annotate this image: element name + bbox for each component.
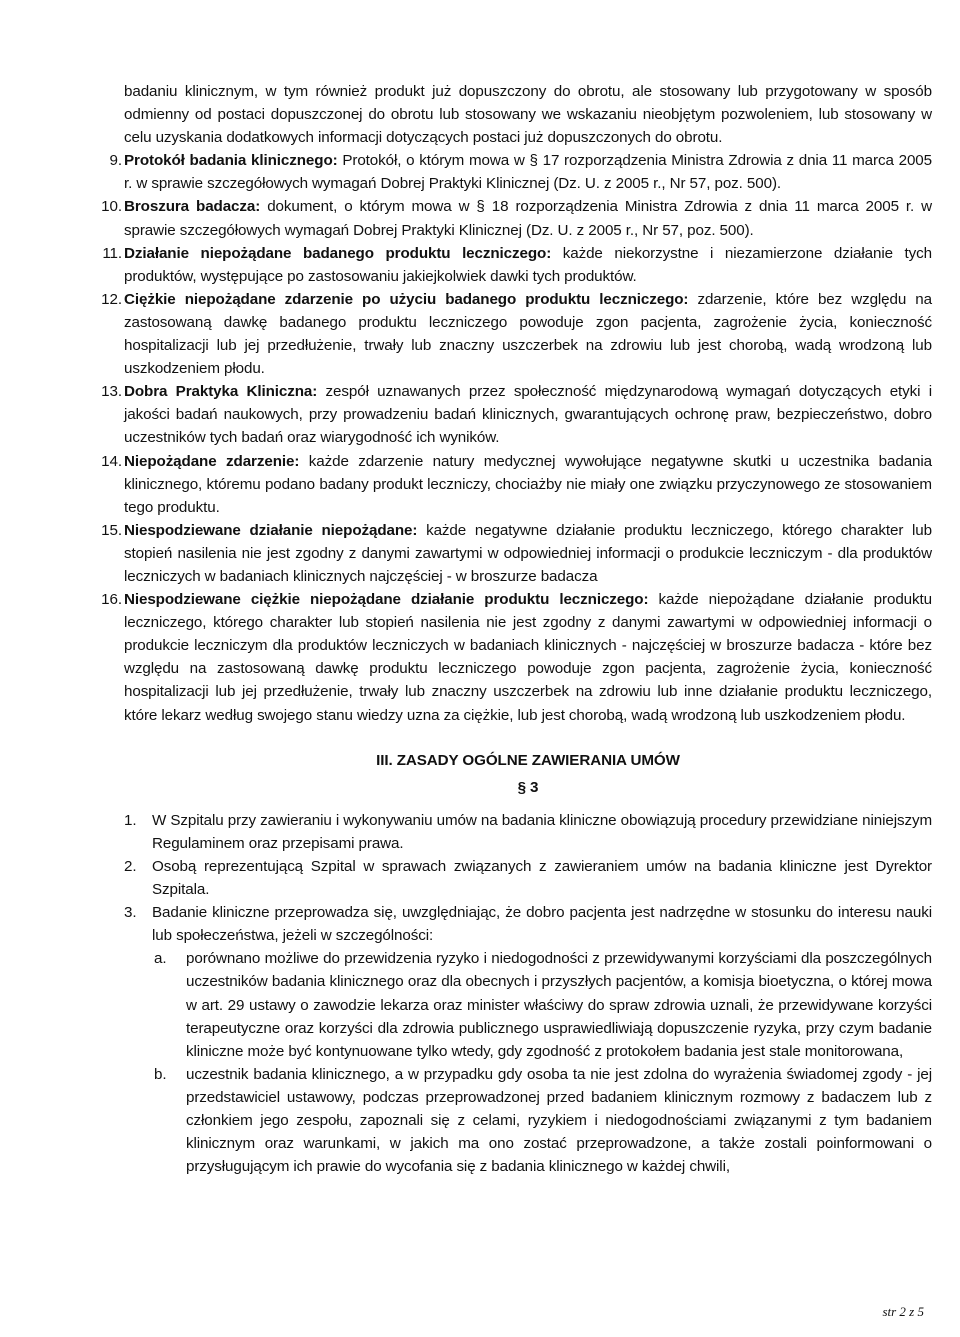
definition-item — [101, 288, 932, 380]
section-heading: III. ZASADY OGÓLNE ZAWIERANIA UMÓW — [376, 751, 680, 769]
point-number: 1. — [124, 811, 137, 829]
paragraph-sign: § 3 — [517, 778, 539, 796]
subpoint-text: porównano możliwe do przewidzenia ryzyko i niedogodności z przewidywanymi korzyściami dla poszczególnych uczestników badania klinicznego oraz dla obecnych i przyszłych pacjentów, a komisja bioetyczna, o której mowa w art. 29 ustawy o zawodzie lekarza oraz minister właściwy do spraw zdrowia uznali, że przewidywane korzyści terapeutyczne oraz korzyści dla zdrowia publicznego usprawiedliwiają dopuszczenie ryzyka, przy czym badanie kliniczne może być kontynuowane tylko wtedy, gdy zgodność z protokołem badania jest stale monitorowana, — [186, 950, 932, 1060]
definition-number: 13. — [101, 383, 122, 401]
definition-term: Niespodziewane ciężkie niepożądane działanie produktu leczniczego: — [124, 591, 649, 609]
definition-term: Dobra Praktyka Kliniczna: — [124, 383, 318, 401]
definition-item — [101, 450, 933, 519]
definition-item — [101, 195, 932, 241]
definition-term: Protokół badania klinicznego: — [124, 152, 338, 170]
definition-item — [109, 149, 932, 195]
point-number: 3. — [124, 904, 137, 922]
lettered-subpoint — [124, 947, 932, 1062]
definition-number: 16. — [101, 591, 122, 609]
definition-item — [101, 519, 932, 588]
point-text: Badanie kliniczne przeprowadza się, uwzględniając, że dobro pacjenta jest nadrzędne w stosunku do interesu nauki lub społeczeństwa, jeżeli w szczególności: — [152, 904, 932, 945]
definition-text: każde zdarzenie natury medycznej wywołujące negatywne skutki u uczestnika badania klinicznego, któremu podano badany produkt leczniczy, chociażby nie miały one związku przyczynowego ze stosowaniem tego produktu. — [124, 452, 933, 516]
definition-text: każde negatywne działanie produktu leczniczego, którego charakter lub stopień nasilenia nie jest zgodny z danymi zawartymi w odpowiedniej informacji o produkcie leczniczym - dla produktów leczniczych w badaniach klinicznych najczęściej - w broszurze badacza — [124, 521, 932, 585]
subpoints-list — [124, 947, 932, 1178]
definition-text: każde niepożądane działanie produktu leczniczego, którego charakter lub stopień nasilenia nie jest zgodny z danymi zawartymi w odpowiedniej informacji o produkcie leczniczym dla produktów leczniczych w badaniach klinicznych - najczęściej w broszurze badacza - które bez względu na zastosowaną dawkę produktu leczniczego powoduje zgon pacjenta, zagrożenie życia, konieczność hospitalizacji lub jej przedłużenie, trwały lub znaczny uszczerbek na zdrowiu lub inne działanie produktu leczniczego, które lekarz według swojego stanu wiedzy uzna za ciężkie, lub jest chorobą, wadą wrodzoną lub uszkodzeniem płodu. — [124, 591, 932, 724]
definition-item — [101, 588, 932, 727]
point-text: W Szpitalu przy zawieraniu i wykonywaniu umów na badania kliniczne obowiązują procedury przewidziane niniejszym Regulaminem oraz przepisami prawa. — [152, 811, 932, 852]
points-list — [124, 809, 932, 948]
definition-number: 11. — [102, 244, 122, 262]
numbered-point — [124, 809, 932, 855]
definition-number: 10. — [101, 198, 122, 216]
definition-number: 12. — [101, 290, 122, 308]
lettered-subpoint — [124, 1063, 932, 1178]
subpoint-text: uczestnik badania klinicznego, a w przypadku gdy osoba ta nie jest zdolna do wyrażenia świadomej zgody - jej przedstawiciel ustawowy, podczas przeprowadzonej przed badaniem klinicznym rozmowy z badaczem lub z członkiem jego zespołu, zapoznali się z celami, ryzykiem i niedogodnościami związanymi z tym badaniem klinicznym oraz warunkami, w jakich ma ono zostać przeprowadzone, a także zostali poinformowani o przysługującym ich prawie do wycofania się z badania klinicznego w każdej chwili, — [186, 1065, 932, 1176]
definition-number: 9. — [109, 152, 122, 170]
definitions-list — [101, 149, 933, 726]
definition-number: 14. — [101, 452, 122, 470]
intro-paragraph: badaniu klinicznym, w tym również produkt już dopuszczony do obrotu, ale stosowany lub przygotowany w sposób odmienny od postaci dopuszczonej do obrotu lub stosowany we wskazaniu nieobjętym pozwoleniem, lub stosowany w celu uzyskania dodatkowych informacji dotyczących postaci już dopuszczonych do obrotu. — [124, 83, 932, 147]
numbered-point — [124, 901, 932, 947]
subpoint-letter: b. — [154, 1065, 167, 1083]
point-number: 2. — [124, 858, 137, 875]
definition-term: Broszura badacza: — [124, 198, 261, 216]
definition-text: zdarzenie, które bez względu na zastosowaną dawkę badanego produktu leczniczego powoduje zgon pacjenta, zagrożenie życia, konieczność hospitalizacji lub jej przedłużenie, trwały lub znaczny uszczerbek na zdrowiu lub jest chorobą, wadą wrodzoną lub uszkodzeniem płodu. — [124, 290, 932, 378]
definition-text: zespół uznawanych przez społeczność międzynarodową wymagań dotyczących etyki i jakości badań naukowych, przy prowadzeniu badań klinicznych, gwarantujących ochronę praw, bezpieczeństwo, dobro uczestników tych badań oraz wiarygodność ich wyników. — [124, 383, 933, 447]
subpoint-letter: a. — [154, 950, 167, 968]
page-body — [101, 80, 933, 1178]
definition-text: Protokół, o którym mowa w § 17 rozporządzenia Ministra Zdrowia z dnia 11 marca 2005 r. w sprawie szczegółowych wymagań Dobrej Praktyki Klinicznej (Dz. U. z 2005 r., Nr 57, poz. 500). — [124, 152, 932, 193]
definition-term: Niepożądane zdarzenie: — [124, 452, 300, 470]
definition-number: 15. — [101, 521, 122, 539]
definition-text: dokument, o którym mowa w § 18 rozporządzenia Ministra Zdrowia z dnia 11 marca 2005 r. w sprawie szczegółowych wymagań Dobrej Praktyki Klinicznej (Dz. U. z 2005 r., Nr 57, poz. 500). — [124, 198, 932, 239]
point-text: Osobą reprezentującą Szpital w sprawach związanych z zawieraniem umów na badania kliniczne jest Dyrektor Szpitala. — [152, 858, 932, 899]
definition-item — [101, 380, 933, 449]
page-number: str 2 z 5 — [882, 1304, 924, 1319]
numbered-point — [124, 855, 932, 901]
definition-term: Niespodziewane działanie niepożądane: — [124, 521, 418, 539]
definition-item — [102, 242, 932, 288]
definition-term: Działanie niepożądane badanego produktu leczniczego: — [124, 244, 552, 262]
definition-text: każde niekorzystne i niezamierzone działanie tych produktów, występujące po zastosowaniu jakiejkolwiek dawki tych produktów. — [124, 244, 932, 285]
definition-term: Ciężkie niepożądane zdarzenie po użyciu badanego produktu leczniczego: — [124, 290, 689, 308]
